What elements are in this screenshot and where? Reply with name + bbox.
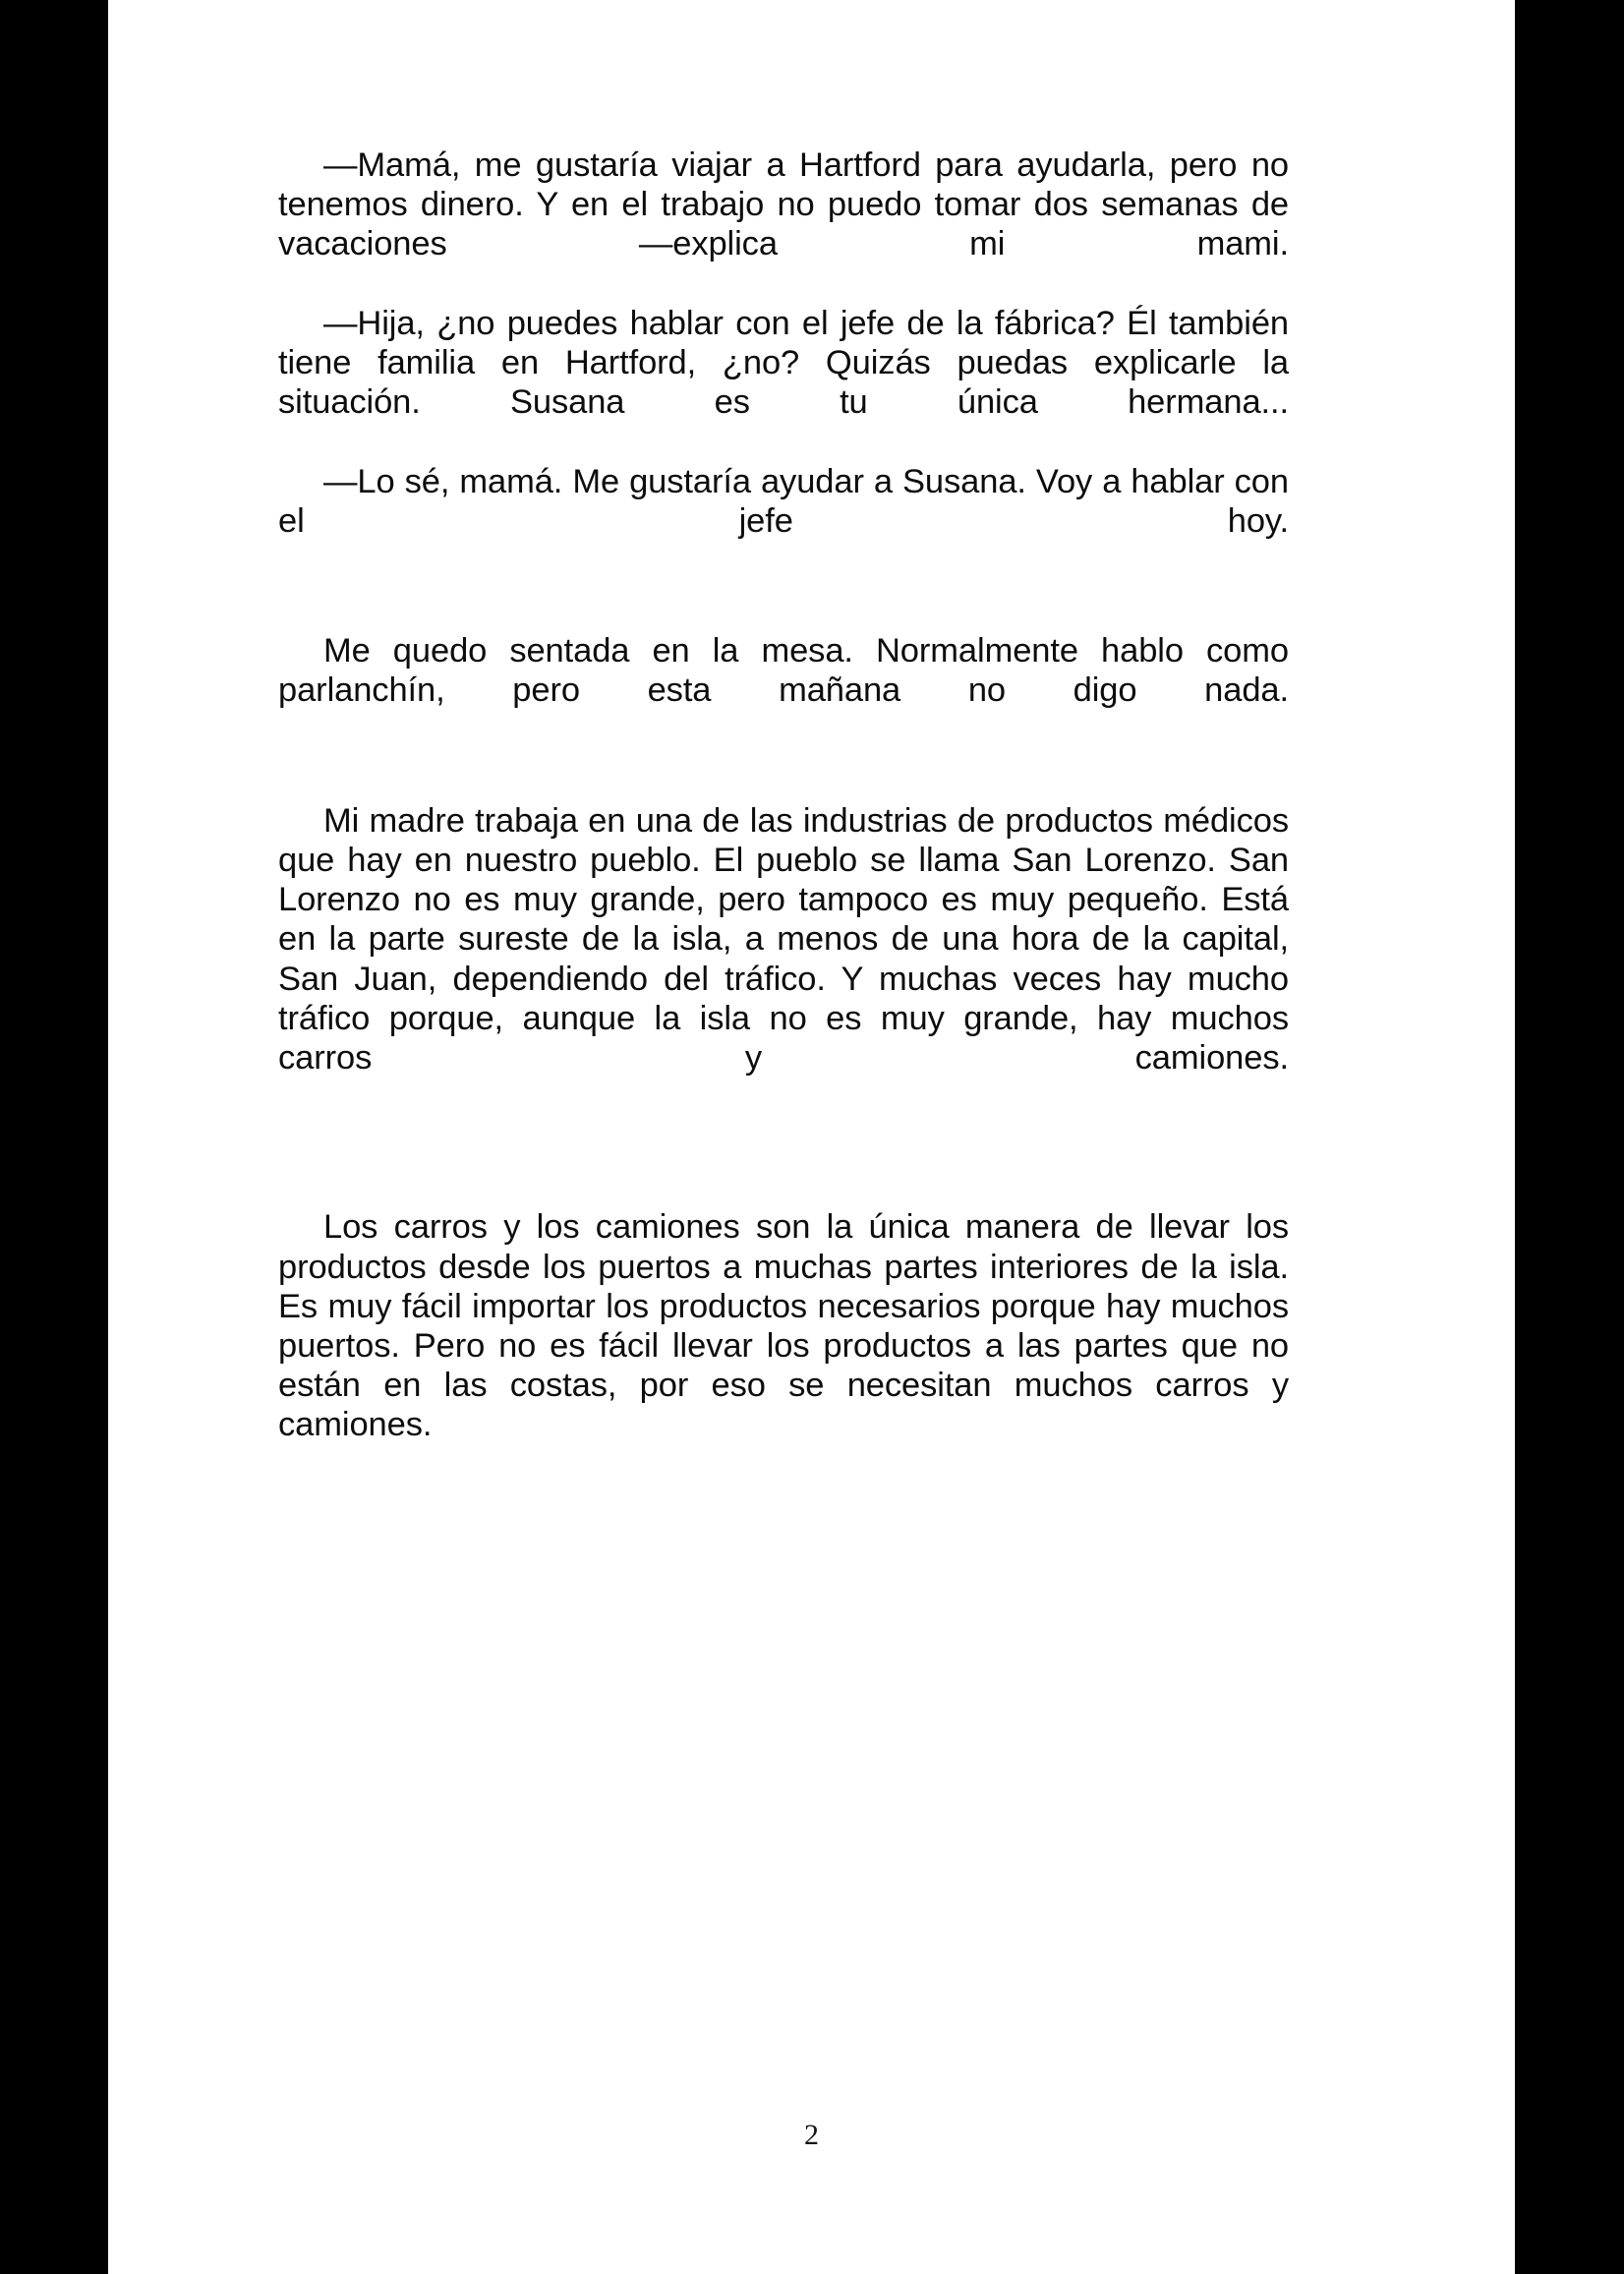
document-page [108,0,1515,2274]
paragraph-me-quedo-sentada: Me quedo sentada en la mesa. Normalmente hablo como parlanchín, pero esta mañana no digo nada. [278,632,1289,710]
paragraph-block-madre [278,801,1289,1118]
page-number: 2 [804,2119,819,2151]
paragraph-block-mesa [278,631,1289,750]
paragraph-block-dialogue [278,146,1289,580]
paragraph-dialogue-lo-se: —Lo sé, mamá. Me gustaría ayudar a Susana. Voy a hablar con el jefe hoy. [278,462,1289,540]
letterbox-bar-left [0,0,108,2274]
paragraph-mi-madre-trabaja: Mi madre trabaja en una de las industrias de productos médicos que hay en nuestro pueblo. El pueblo se llama San Lorenzo. San Lorenzo no es muy grande, pero tampoco es muy pequeño. Está en la parte sureste de la isla, a menos de una hora de la capital, San Juan, dependiendo del tráfico. Y muchas veces hay mucho tráfico porque, aunque la isla no es muy grande, hay muchos carros y camiones. [278,801,1289,1078]
body-text-column [278,146,1289,1485]
paragraph-los-carros: Los carros y los camiones son la única manera de llevar los productos desde los puertos a muchas partes interiores de la isla. Es muy fácil importar los productos necesarios porque hay muchos puertos. Pero no es fácil llevar los productos a las partes que no están en las costas, por eso se necesitan muchos carros y camiones. [278,1208,1289,1444]
paragraph-block-carros [278,1207,1289,1484]
paragraph-dialogue-mama: —Mamá, me gustaría viajar a Hartford para ayudarla, pero no tenemos dinero. Y en el trabajo no puedo tomar dos semanas de vacaciones —explica mi mami. [278,146,1289,263]
paragraph-dialogue-hija: —Hija, ¿no puedes hablar con el jefe de la fábrica? Él también tiene familia en Hartford, ¿no? Quizás puedas explicarle la situación. Susana es tu única hermana... [278,304,1289,422]
letterbox-bar-right [1515,0,1624,2274]
